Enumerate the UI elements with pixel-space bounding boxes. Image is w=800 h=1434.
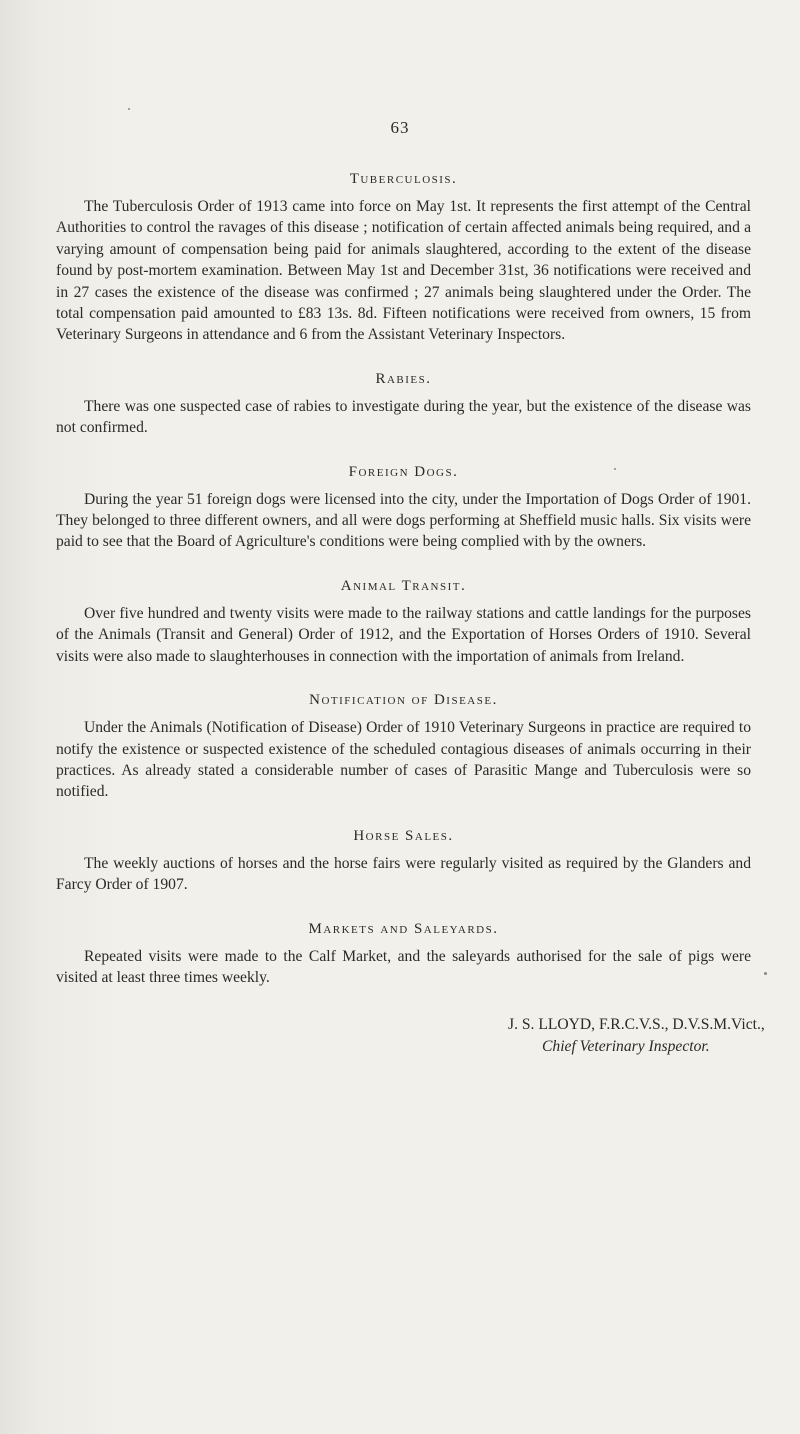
section-foreign-dogs [56,461,751,553]
section-tuberculosis [56,168,751,346]
paper-speck [764,972,767,975]
section-heading: Markets and Saleyards. [308,920,499,937]
section-paragraph: There was one suspected case of rabies to investigate during the year, but the existence of the disease was not confirmed. [56,397,751,437]
page-number: 63 [390,118,410,137]
section-markets-and-saleyards [56,918,751,989]
section-animal-transit [56,575,751,667]
document-body [56,168,765,1058]
section-heading: Tuberculosis. [349,171,458,187]
paper-speck [128,108,130,110]
paper-speck [614,468,616,470]
section-heading: Rabies. [375,370,432,387]
section-heading: Notification of Disease. [309,692,498,709]
section-paragraph: Under the Animals (Notification of Disease) Order of 1910 Veterinary Surgeons in practice are required to notify the existence or suspected existence of the scheduled contagious diseases of animals occurring in their practices. As already stated a considerable number of cases of Parasitic Mange and Tuberculosis were so notified. [56,719,751,801]
section-paragraph: Repeated visits were made to the Calf Market, and the saleyards authorised for the sale of pigs were visited at least three times weekly. [56,947,751,986]
section-heading: Animal Transit. [340,577,467,594]
section-heading: Horse Sales. [353,827,454,844]
section-paragraph: The weekly auctions of horses and the horse fairs were regularly visited as required by the Glanders and Farcy Order of 1907. [56,854,751,894]
signature-block [56,1014,765,1058]
section-notification-of-disease [56,689,751,803]
signature-name: J. S. LLOYD, F.R.C.V.S., D.V.S.M.Vict., [508,1016,765,1034]
section-paragraph: The Tuberculosis Order of 1913 came into force on May 1st. It represents the first attempt of the Central Authorities to control the ravages of this disease ; notification of certain affected animals being required, and a varying amount of compensation being paid for animals slaughtered, according to the extent of the disease found by post-mortem examination. Between May 1st and December 31st, 36 notifications were received and in 27 cases the existence of the disease was confirmed ; 27 animals being slaughtered under the Order. The total compensation paid amounted to £83 13s. 8d. Fifteen notifications were received from owners, 15 from Veterinary Surgeons in attendance and 6 from the Assistant Veterinary Inspectors. [56,198,751,344]
section-heading: Foreign Dogs. [348,463,459,480]
signature-title: Chief Veterinary Inspector. [542,1038,710,1056]
section-paragraph: During the year 51 foreign dogs were licensed into the city, under the Importation of Dogs Order of 1901. They belonged to three different owners, and all were dogs performing at Sheffield music halls. Six visits were paid to see that the Board of Agriculture's conditions were being complied with by the owners. [56,490,751,551]
section-rabies [56,368,751,439]
section-horse-sales [56,825,751,896]
section-paragraph: Over five hundred and twenty visits were made to the railway stations and cattle landings for the purposes of the Animals (Transit and General) Order of 1912, and the Exportation of Horses Orders of 1910. Several visits were also made to slaughterhouses in connection with the importation of animals from Ireland. [56,604,751,665]
